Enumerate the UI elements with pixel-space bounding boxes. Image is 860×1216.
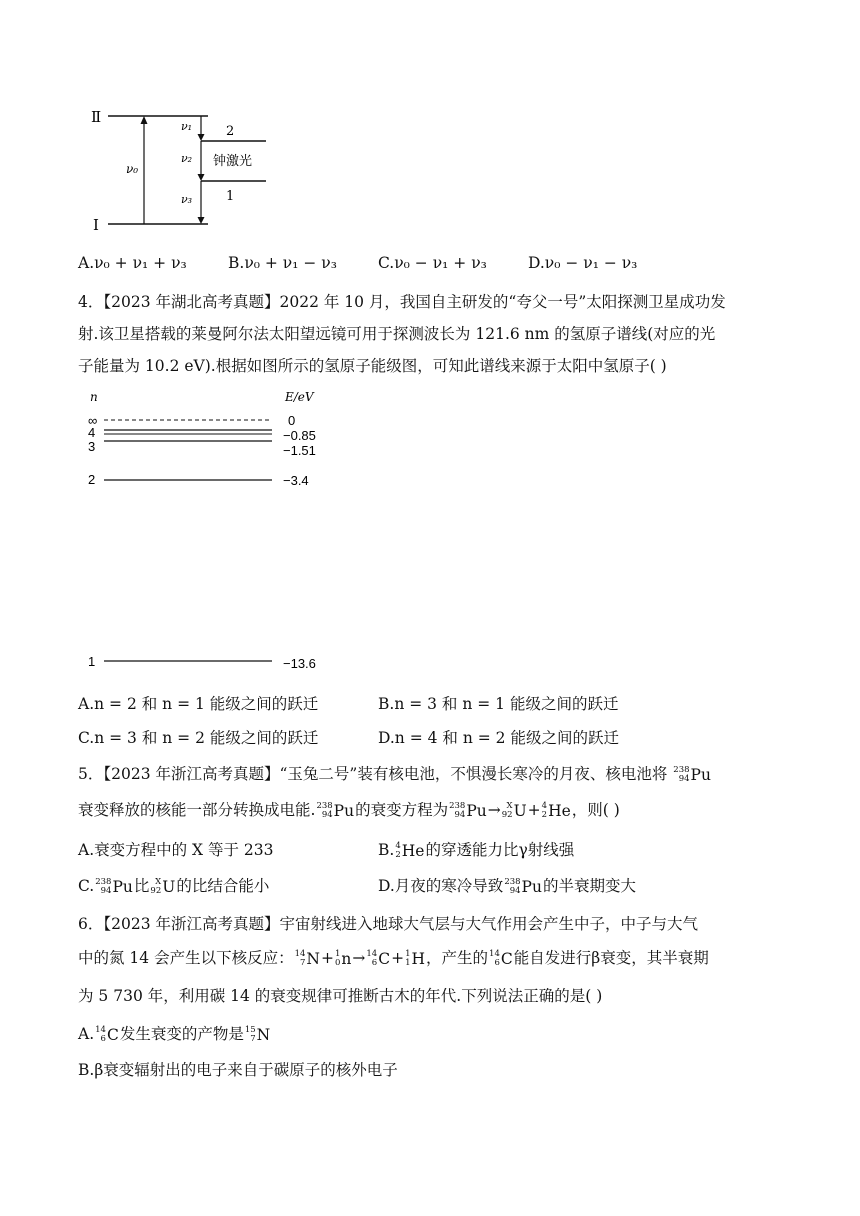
nu0-label: ν₀ — [126, 162, 139, 176]
q4-option-c: C.n = 3 和 n = 2 能级之间的跃迁 — [78, 729, 319, 747]
clock-laser-level-diagram — [76, 100, 276, 235]
level-1-label: 1 — [226, 189, 235, 204]
level-I-label: Ⅰ — [93, 216, 99, 234]
q5-text-line-1: 5．【2023 年浙江高考真题】“玉兔二号”装有核电池，不惧漫长寒冷的月夜、核电池将 238 94 Pu — [78, 765, 711, 784]
pu238-nuclide: 238 94 Pu — [504, 877, 542, 896]
n14-nuclide: 14 7 N — [294, 949, 320, 968]
q6-option-b: B.β衰变辐射出的电子来自于碳原子的核外电子 — [78, 1061, 398, 1079]
arrow: → — [487, 801, 501, 819]
q5-option-d: D.月夜的寒冷导致 238 94 Pu 的半衰期变大 — [378, 877, 636, 896]
nu1-label: ν₁ — [181, 120, 193, 133]
neutron-nuclide: 1 0 n — [334, 949, 352, 968]
q5-text-line-2: 衰变释放的核能一部分转换成电能. 238 94 Pu 的衰变方程为 238 94 Pu → X 92 U + 4 2 He ，则( ) — [78, 801, 620, 820]
n-header: n — [90, 390, 98, 404]
clock-laser-label: 钟激光 — [213, 153, 253, 168]
c14-nuclide: 14 6 C — [366, 949, 391, 968]
q3-option-d: D.ν₀ − ν₁ − ν₃ — [528, 254, 638, 272]
q6-option-a: A. 14 6 C 发生衰变的产物是 15 7 N — [78, 1025, 271, 1044]
q5-option-c: C. 238 94 Pu 比 X 92 U 的比结合能小 — [78, 877, 270, 896]
q3-option-c: C.ν₀ − ν₁ + ν₃ — [378, 254, 487, 272]
nu2-label: ν₂ — [181, 152, 193, 165]
pu238-nuclide: 238 94 Pu — [316, 801, 355, 820]
q6-text-line-2: 中的氮 14 会产生以下核反应： 14 7 N + 1 0 n → 14 6 C + 1 1 H ，产生的 14 6 C 能自发进行β衰变，其半衰期 — [78, 949, 709, 968]
q4-option-b: B.n = 3 和 n = 1 能级之间的跃迁 — [378, 695, 619, 713]
c14-nuclide: 14 6 C — [95, 1025, 119, 1044]
level-1-n: 1 — [88, 654, 96, 669]
level-3-energy: −1.51 — [283, 443, 316, 458]
q4-text-line-1: 4．【2023 年湖北高考真题】2022 年 10 月，我国自主研发的“夸父一号”太阳探测卫星成功发 — [78, 293, 726, 311]
energy-header: E/eV — [285, 390, 314, 404]
n15-nuclide: 15 7 N — [244, 1025, 271, 1044]
pu238-nuclide: 238 94 Pu — [449, 801, 487, 820]
nu3-label: ν₃ — [181, 193, 193, 206]
q6-text-line-3: 为 5 730 年，利用碳 14 的衰变规律可推断古木的年代.下列说法正确的是( ) — [78, 987, 603, 1005]
pu238-nuclide: 238 94 Pu — [673, 765, 711, 784]
u-nuclide: X 92 U — [501, 801, 527, 820]
q4-option-d: D.n = 4 和 n = 2 能级之间的跃迁 — [378, 729, 619, 747]
level-inf-n: ∞ — [88, 413, 98, 428]
q5-option-b: B. 4 2 He 的穿透能力比γ射线强 — [378, 841, 575, 860]
level-2-energy: −3.4 — [283, 473, 309, 488]
he4-nuclide: 4 2 He — [395, 841, 425, 860]
level-2-n: 2 — [88, 472, 96, 487]
q4-text-line-2: 射.该卫星搭载的莱曼阿尔法太阳望远镜可用于探测波长为 121.6 nm 的氢原子谱线(对应的光 — [78, 325, 716, 343]
q6-text-line-1: 6．【2023 年浙江高考真题】宇宙射线进入地球大气层与大气作用会产生中子，中子与大气 — [78, 915, 698, 933]
level-4-n: 4 — [88, 425, 96, 440]
hydrogen-energy-level-diagram — [80, 385, 350, 675]
c14-nuclide: 14 6 C — [489, 949, 513, 968]
u-nuclide: X 92 U — [150, 877, 176, 896]
q5-option-a: A.衰变方程中的 X 等于 233 — [78, 841, 274, 859]
level-II-label: Ⅱ — [91, 108, 102, 126]
he4-nuclide: 4 2 He — [541, 801, 571, 820]
level-4-energy: −0.85 — [283, 428, 316, 443]
pu238-nuclide: 238 94 Pu — [95, 877, 133, 896]
q4-option-a: A.n = 2 和 n = 1 能级之间的跃迁 — [78, 695, 319, 713]
h1-nuclide: 1 1 H — [405, 949, 426, 968]
level-inf-energy: 0 — [288, 413, 296, 428]
q3-option-b: B.ν₀ + ν₁ − ν₃ — [228, 254, 337, 272]
level-1-energy: −13.6 — [283, 656, 316, 671]
level-3-n: 3 — [88, 439, 96, 454]
level-2-label: 2 — [226, 124, 235, 139]
q4-text-line-3: 子能量为 10.2 eV).根据如图所示的氢原子能级图，可知此谱线来源于太阳中氢原子( ) — [78, 357, 667, 375]
q3-option-a: A.ν₀ + ν₁ + ν₃ — [78, 254, 187, 272]
